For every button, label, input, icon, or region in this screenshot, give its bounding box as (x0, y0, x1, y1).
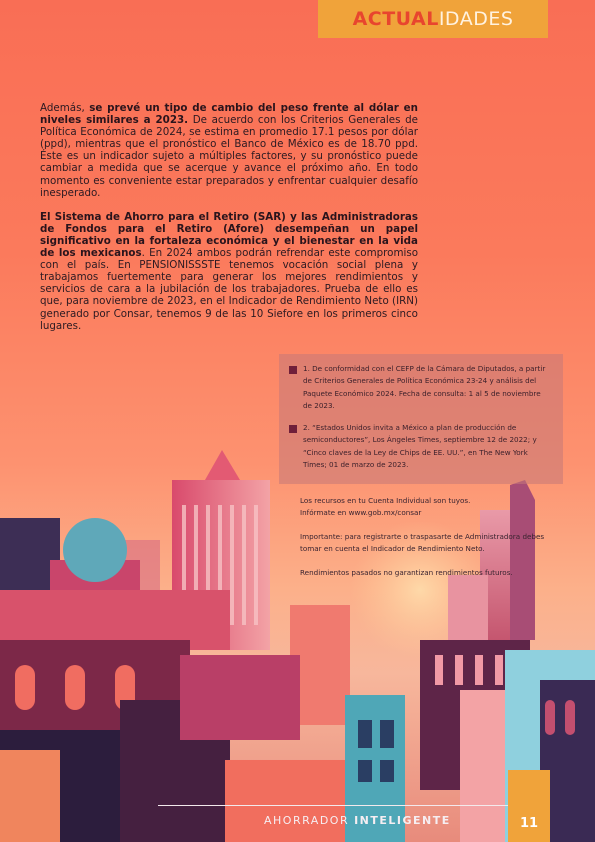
footnote-1: 1. De conformidad con el CEFP de la Cámara de Diputados, a partir de Criterios Generales de Política Económica 23-24 y análisis del Paquete Económico 2024. Fecha de consulta: 1 al 5 de noviembre de 2023. (289, 363, 551, 413)
section-tag-secondary: IDADES (438, 8, 514, 30)
fine-print-accounts: Los recursos en tu Cuenta Individual son tuyos. Infórmate en www.gob.mx/consar (300, 496, 471, 517)
sar-afore-highlight: El Sistema de Ahorro para el Retiro (SAR) y las Administradoras de Fondos para el Retiro (Afore) desempeñan un papel significativo en la fortaleza económica y el bienestar en la vida de los mexicanos (40, 210, 418, 260)
footnote-marker-icon (289, 425, 297, 433)
exchange-rate-highlight: se prevé un tipo de cambio del peso frente al dólar en niveles similares a 2023. (40, 102, 418, 127)
fine-print-important: Importante: para registrarte o traspasarte de Administradora debes tomar en cuenta el Indicador de Rendimiento Neto. (300, 532, 545, 553)
footnote-2: 2. “Estados Unidos invita a México a plan de producción de semiconductores”, Los Ángeles Times, septiembre 12 de 2022; y “Cinco claves de la Ley de Chips de EE. UU.”, en The New York Times; 01 de marzo de 2023. (289, 422, 551, 472)
footer-divider (158, 805, 508, 806)
footnotes-box (279, 354, 563, 484)
section-tag-primary: ACTUAL (352, 8, 439, 30)
paragraph-sar-afore: El Sistema de Ahorro para el Retiro (SAR) y las Administradoras de Fondos para el Retiro (Afore) desempeñan un papel significativo en la fortaleza económica y el bienestar en la vida de los mexicanos. En 2024 ambos podrán refrendar este compromiso con el país. En PENSIONISSSTE tenemos vocación social plena y trabajamos fuertemente para generar los mejores rendimientos y servicios de cara a la jubilación de los trabajadores. Prueba de ello es que, para noviembre de 2023, en el Indicador de Rendimiento Neto (IRN) generado por Consar, tenemos 9 de las 10 Siefore en los primeros cinco lugares. (40, 210, 419, 332)
section-tag (318, 0, 548, 38)
article-body (40, 102, 418, 344)
fine-print-disclaimer: Rendimientos pasados no garantizan rendimientos futuros. (300, 568, 513, 577)
page-number: 11 (508, 770, 550, 842)
footer-magazine-name: AHORRADOR INTELIGENTE (264, 814, 451, 827)
footnote-marker-icon (289, 366, 297, 374)
paragraph-exchange-rate: Además, se prevé un tipo de cambio del peso frente al dólar en niveles similares a 2023. De acuerdo con los Criterios Generales de Política Económica de 2024, se estima en promedio 17.1 pesos por dólar (ppd), mientras que el pronóstico el Banco de México es de 18.70 ppd. Éste es un indicador sujeto a múltiples factores, y su pronóstico puede cambiar a medida que se acerque y avance el próximo año. En todo momento es conveniente estar preparados y enfrentar cualquier desafío inesperado. (40, 102, 418, 199)
